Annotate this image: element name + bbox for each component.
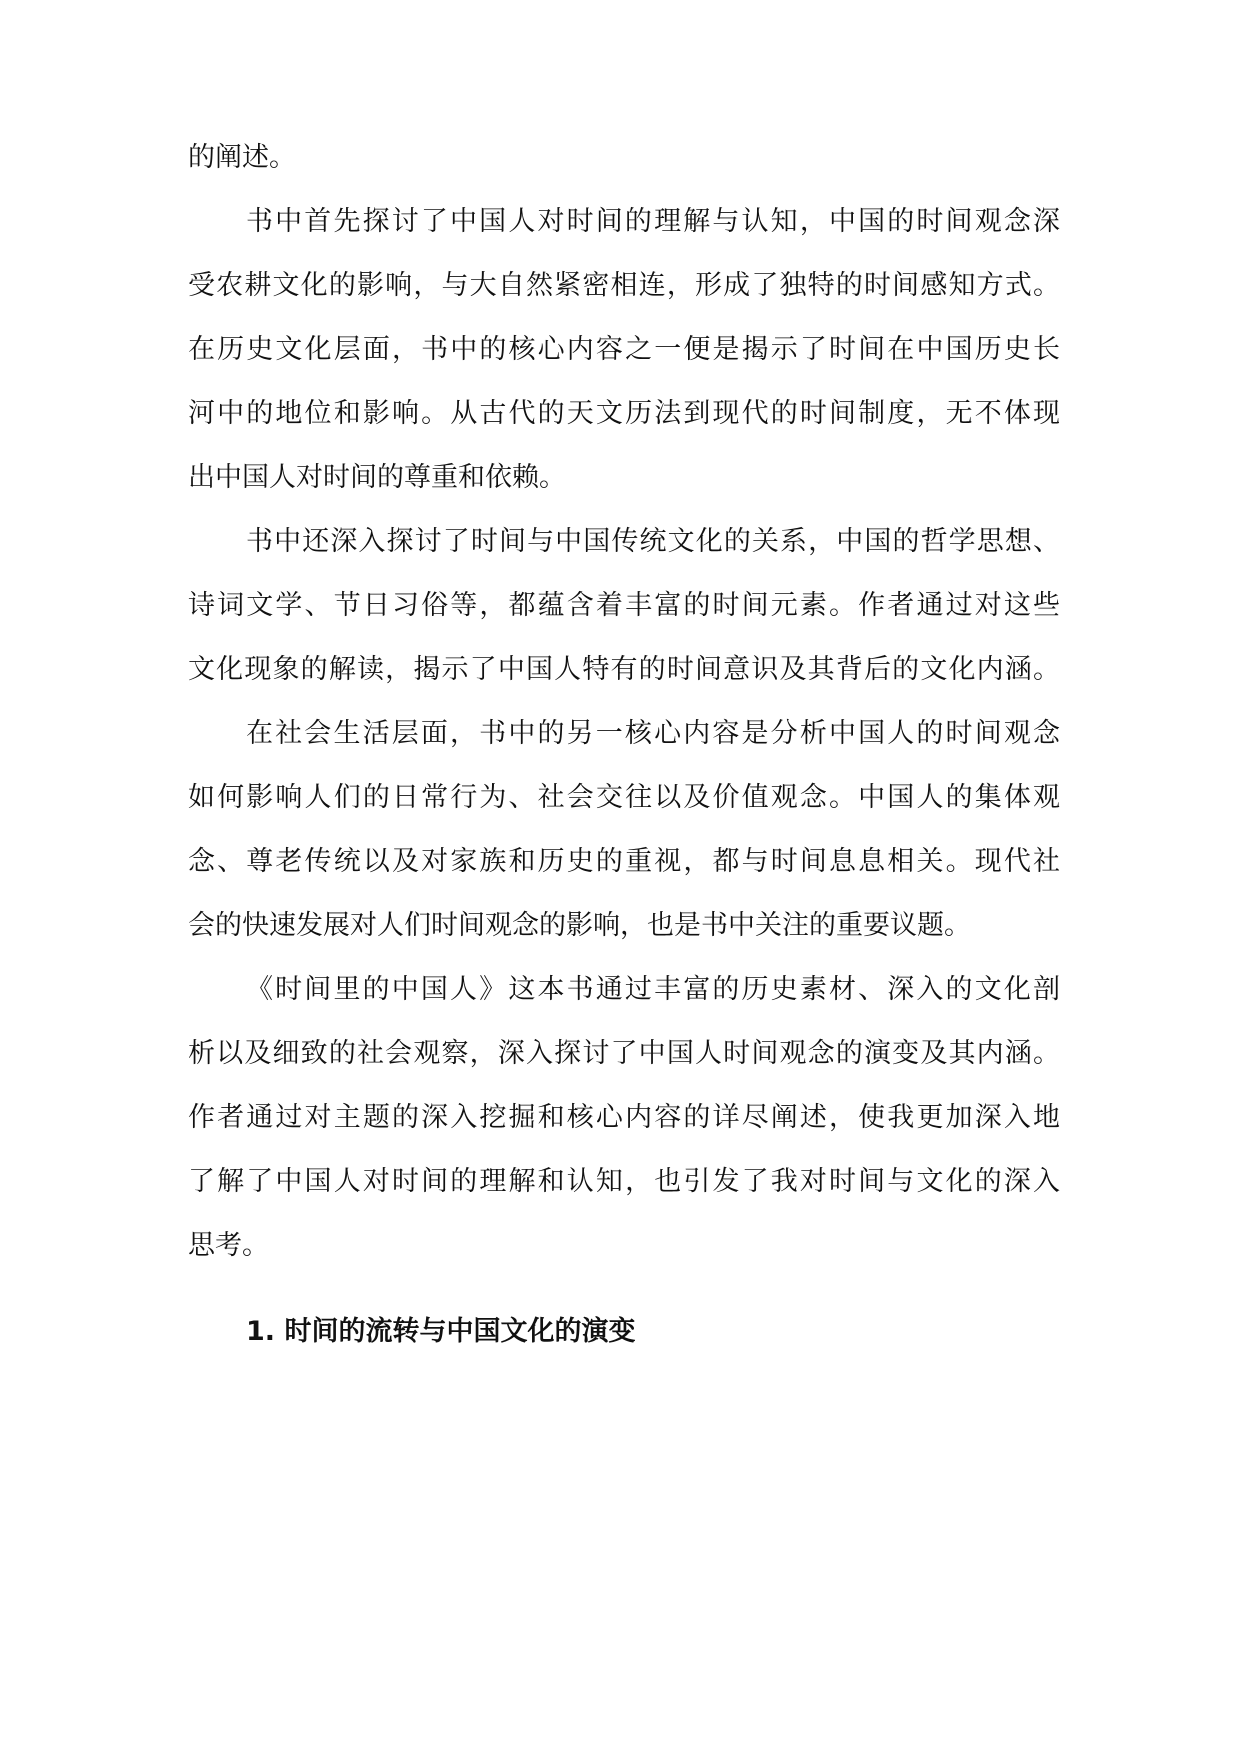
paragraph-line: 的阐述。 [188,142,296,173]
paragraph-line: 在历史文化层面，书中的核心内容之一便是揭示了时间在中国历史长 [188,334,1060,365]
paragraph-line: 作者通过对主题的深入挖掘和核心内容的详尽阐述，使我更加深入地 [188,1102,1060,1133]
paragraph-line: 文化现象的解读，揭示了中国人特有的时间意识及其背后的文化内涵。 [188,654,1060,685]
paragraph-line: 书中还深入探讨了时间与中国传统文化的关系，中国的哲学思想、 [246,526,1060,557]
paragraph-line: 析以及细致的社会观察，深入探讨了中国人时间观念的演变及其内涵。 [188,1038,1060,1069]
paragraph-line: 了解了中国人对时间的理解和认知，也引发了我对时间与文化的深入 [188,1166,1060,1197]
paragraph-line: 受农耕文化的影响，与大自然紧密相连，形成了独特的时间感知方式。 [188,270,1060,301]
paragraph-line: 思考。 [188,1230,269,1261]
paragraph-line: 河中的地位和影响。从古代的天文历法到现代的时间制度，无不体现 [188,398,1060,429]
paragraph-line: 在社会生活层面，书中的另一核心内容是分析中国人的时间观念 [246,718,1060,749]
section-heading: 1. 时间的流转与中国文化的演变 [246,1316,636,1347]
paragraph-line: 《时间里的中国人》这本书通过丰富的历史素材、深入的文化剖 [246,974,1060,1005]
paragraph-line: 出中国人对时间的尊重和依赖。 [188,462,566,493]
paragraph-line: 会的快速发展对人们时间观念的影响，也是书中关注的重要议题。 [188,910,971,941]
paragraph-line: 念、尊老传统以及对家族和历史的重视，都与时间息息相关。现代社 [188,846,1060,877]
paragraph-line: 如何影响人们的日常行为、社会交往以及价值观念。中国人的集体观 [188,782,1060,813]
paragraph-line: 诗词文学、节日习俗等，都蕴含着丰富的时间元素。作者通过对这些 [188,590,1060,621]
paragraph-line: 书中首先探讨了中国人对时间的理解与认知，中国的时间观念深 [246,206,1060,237]
